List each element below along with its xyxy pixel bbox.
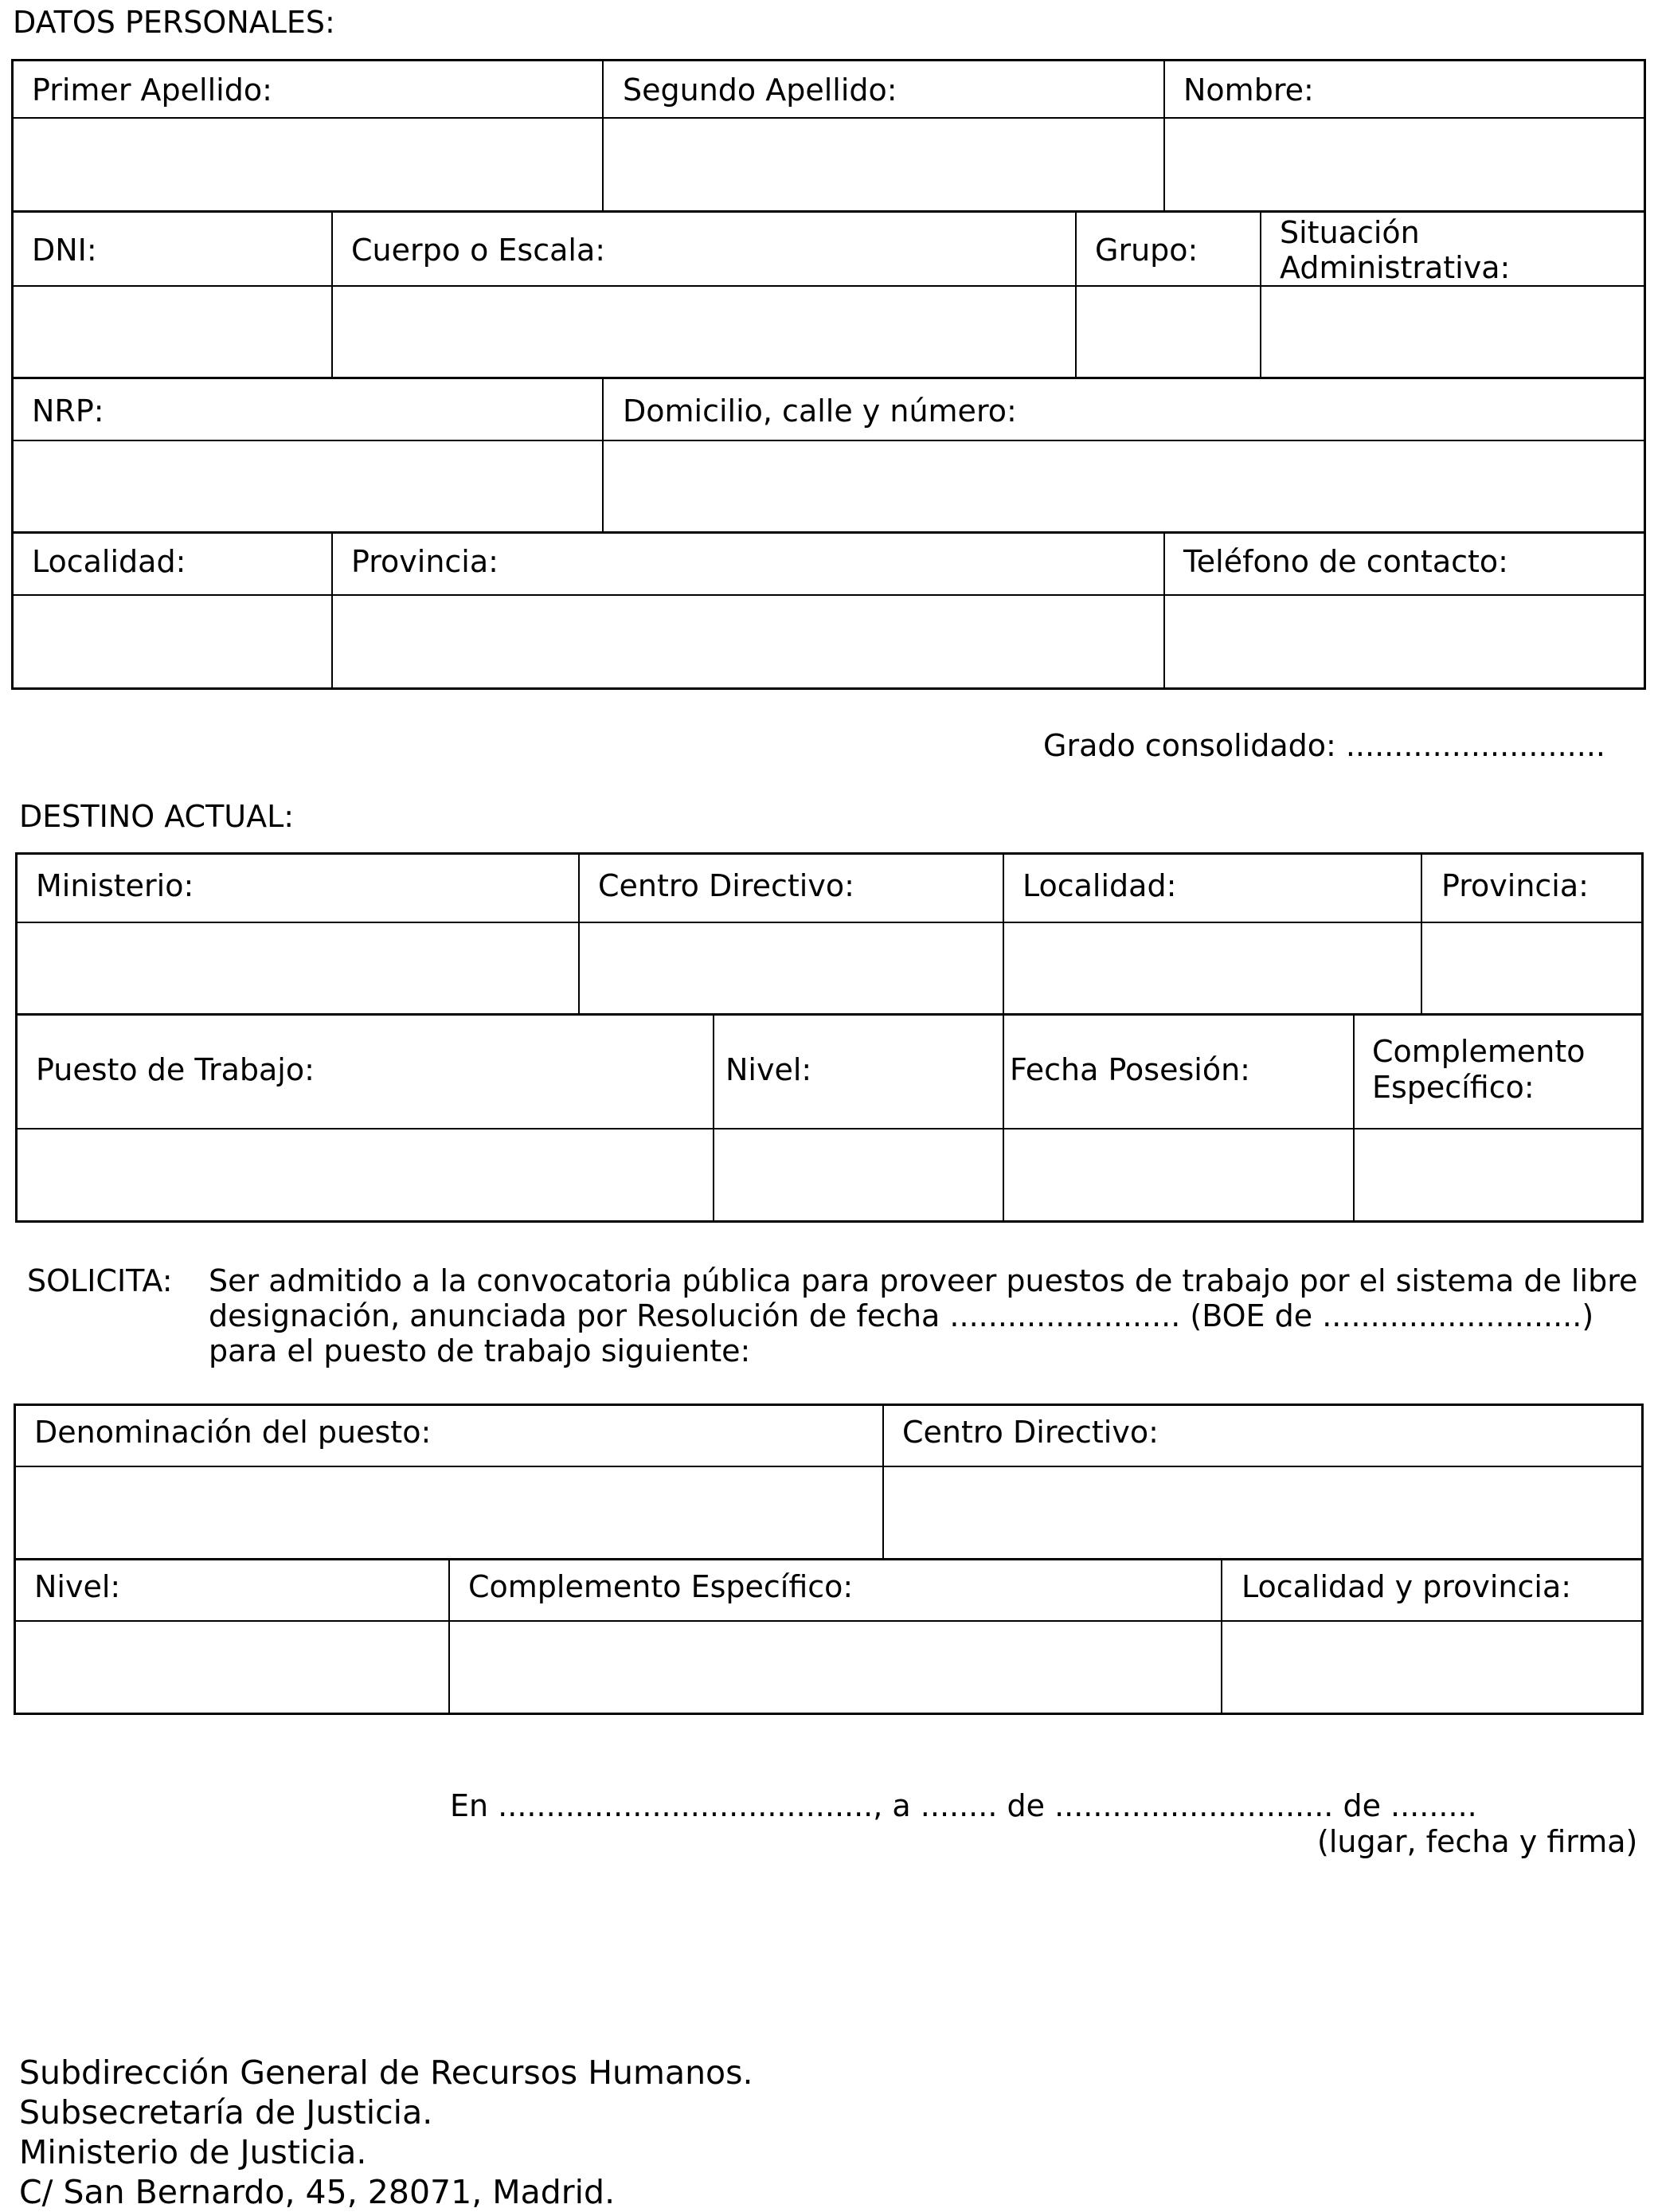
domicilio-field[interactable] xyxy=(604,441,1644,531)
label-destino-provincia: Provincia: xyxy=(1441,868,1589,903)
solicita-text-line3: para el puesto de trabajo siguiente: xyxy=(209,1333,751,1368)
address-line1: Subdirección General de Recursos Humanos. xyxy=(19,2053,753,2092)
destino-localidad-field[interactable] xyxy=(1004,923,1421,1013)
label-telefono: Teléfono de contacto: xyxy=(1183,544,1508,579)
ministerio-field[interactable] xyxy=(18,923,578,1013)
puesto-centro-directivo-field[interactable] xyxy=(884,1467,1641,1558)
nrp-field[interactable] xyxy=(14,441,602,531)
puesto-complemento-field[interactable] xyxy=(450,1622,1221,1713)
address-line4: C/ San Bernardo, 45, 28071, Madrid. xyxy=(19,2173,616,2211)
label-complemento-line2: Específico: xyxy=(1372,1070,1535,1105)
grado-consolidado: Grado consolidado: ........................... xyxy=(1043,728,1605,763)
grupo-field[interactable] xyxy=(1077,287,1260,377)
label-centro-directivo: Centro Directivo: xyxy=(598,868,854,903)
label-localidad: Localidad: xyxy=(32,544,186,579)
label-primer-apellido: Primer Apellido: xyxy=(32,72,272,108)
label-provincia: Provincia: xyxy=(351,544,499,579)
centro-directivo-field[interactable] xyxy=(580,923,1003,1013)
segundo-apellido-field[interactable] xyxy=(604,119,1163,210)
label-denominacion-puesto: Denominación del puesto: xyxy=(34,1415,432,1450)
label-puesto-complemento: Complemento Específico: xyxy=(468,1569,854,1604)
label-fecha-posesion: Fecha Posesión: xyxy=(1010,1052,1250,1087)
label-complemento-line1: Complemento xyxy=(1372,1034,1586,1069)
telefono-field[interactable] xyxy=(1165,596,1644,687)
solicita-label: SOLICITA: xyxy=(27,1263,173,1298)
nombre-field[interactable] xyxy=(1165,119,1644,210)
label-puesto-centro-directivo: Centro Directivo: xyxy=(902,1415,1159,1450)
label-nombre: Nombre: xyxy=(1183,72,1314,108)
nivel-field[interactable] xyxy=(714,1129,1003,1220)
primer-apellido-field[interactable] xyxy=(14,119,602,210)
puesto-localidad-provincia-field[interactable] xyxy=(1222,1622,1641,1713)
cuerpo-escala-field[interactable] xyxy=(333,287,1075,377)
label-dni: DNI: xyxy=(32,233,97,268)
section-title-destino: DESTINO ACTUAL: xyxy=(19,799,295,834)
destino-provincia-field[interactable] xyxy=(1422,923,1641,1013)
solicita-text-line2: designación, anunciada por Resolución de fecha ........................ (BOE de ...........................) xyxy=(209,1298,1594,1333)
label-nivel: Nivel: xyxy=(725,1052,812,1087)
dni-field[interactable] xyxy=(14,287,331,377)
label-situacion-line2: Administrativa: xyxy=(1280,250,1511,285)
firma-caption: (lugar, fecha y firma) xyxy=(1317,1824,1638,1859)
label-cuerpo-escala: Cuerpo o Escala: xyxy=(351,233,606,268)
situacion-administrativa-field[interactable] xyxy=(1261,287,1644,377)
label-destino-localidad: Localidad: xyxy=(1023,868,1177,903)
solicita-text-line1: Ser admitido a la convocatoria pública para proveer puestos de trabajo por el sistema de libre xyxy=(209,1263,1638,1298)
address-line2: Subsecretaría de Justicia. xyxy=(19,2093,433,2132)
localidad-field[interactable] xyxy=(14,596,331,687)
label-puesto-localidad-provincia: Localidad y provincia: xyxy=(1241,1569,1572,1604)
complemento-especifico-field[interactable] xyxy=(1355,1129,1641,1220)
section-title-personal: DATOS PERSONALES: xyxy=(13,5,335,40)
label-grupo: Grupo: xyxy=(1095,233,1198,268)
fecha-posesion-field[interactable] xyxy=(1004,1129,1353,1220)
label-nrp: NRP: xyxy=(32,393,104,429)
label-puesto-nivel: Nivel: xyxy=(34,1569,121,1604)
label-ministerio: Ministerio: xyxy=(36,868,194,903)
puesto-trabajo-field[interactable] xyxy=(18,1129,713,1220)
label-domicilio: Domicilio, calle y número: xyxy=(623,393,1017,429)
puesto-nivel-field[interactable] xyxy=(16,1622,448,1713)
provincia-field[interactable] xyxy=(333,596,1163,687)
denominacion-puesto-field[interactable] xyxy=(16,1467,882,1558)
label-segundo-apellido: Segundo Apellido: xyxy=(623,72,897,108)
lugar-fecha-line: En ......................................., a ........ de ............................. de ......... xyxy=(450,1788,1477,1823)
address-line3: Ministerio de Justicia. xyxy=(19,2133,367,2171)
label-situacion-line1: Situación xyxy=(1280,215,1420,250)
label-puesto-trabajo: Puesto de Trabajo: xyxy=(36,1052,315,1087)
